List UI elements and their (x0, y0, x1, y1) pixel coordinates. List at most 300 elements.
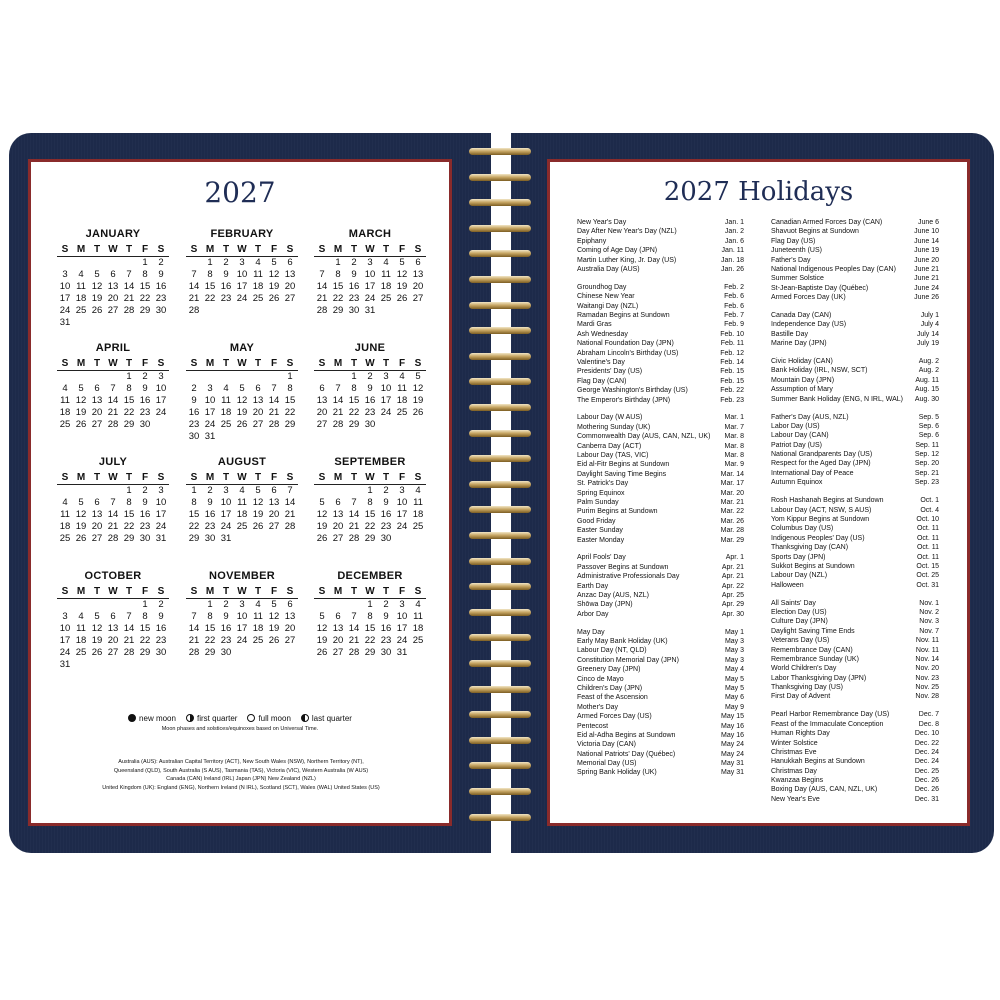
week-row (57, 509, 169, 521)
holiday-month-group (577, 283, 744, 405)
spiral-coil (469, 558, 531, 565)
holidays-title: 2027 Holidays (663, 177, 854, 207)
day-cell: 27 (252, 419, 264, 430)
holiday-date: Mar. 21 (720, 498, 744, 506)
day-cell: 10 (155, 497, 167, 508)
holiday-row (577, 396, 744, 405)
holiday-name: Culture Day (JPN) (771, 618, 828, 626)
day-cell: 24 (380, 407, 392, 418)
region-abbreviations (61, 758, 421, 792)
holiday-row (577, 507, 744, 516)
holiday-name: Labour Day (NT, QLD) (577, 647, 647, 655)
day-cell: 1 (287, 371, 293, 382)
holiday-date: Apr. 21 (721, 573, 744, 581)
day-cell: 28 (332, 419, 344, 430)
holiday-name: Good Friday (577, 517, 616, 525)
day-cell: 27 (284, 635, 296, 646)
day-cell: 21 (123, 293, 135, 304)
day-cell: 17 (236, 623, 248, 634)
holiday-name: Patriot Day (US) (771, 441, 822, 449)
holiday-name: Epiphany (577, 237, 607, 245)
weekday-label: W (108, 472, 118, 483)
day-cell: 22 (364, 521, 376, 532)
weekday-header (314, 357, 426, 371)
day-cell (314, 485, 330, 497)
day-cell: 30 (380, 533, 392, 544)
day-cell: 28 (284, 521, 296, 532)
holiday-row (771, 237, 939, 246)
weekday-label: S (157, 472, 165, 483)
holiday-row (577, 470, 744, 479)
day-cell (282, 647, 298, 659)
day-cell (314, 371, 330, 383)
holiday-name: Remembrance Day (CAN) (771, 646, 853, 654)
holiday-row (771, 506, 939, 515)
day-cell: 9 (207, 497, 213, 508)
day-cell (186, 371, 202, 383)
day-cell (89, 659, 105, 671)
weekday-label: T (350, 358, 358, 369)
day-cell: 2 (158, 257, 164, 268)
day-cell (218, 431, 234, 443)
holiday-name: Assumption of Mary (771, 386, 833, 394)
holiday-row (771, 617, 939, 626)
day-cell: 27 (316, 419, 328, 430)
holiday-name: Earth Day (577, 582, 609, 590)
day-cell: 25 (252, 293, 264, 304)
holiday-date: Aug. 30 (914, 395, 939, 403)
day-cell: 11 (413, 611, 423, 622)
day-cell: 27 (412, 293, 424, 304)
day-cell: 16 (188, 407, 200, 418)
day-cell: 19 (268, 623, 280, 634)
day-cell: 31 (364, 305, 376, 316)
day-cell: 14 (284, 497, 296, 508)
holiday-date: June 21 (914, 275, 939, 283)
holiday-row (771, 692, 939, 701)
holiday-date: May 16 (721, 731, 744, 739)
day-cell (202, 371, 218, 383)
holiday-row (771, 748, 939, 757)
day-cell (250, 305, 266, 317)
weekday-label: M (333, 244, 343, 255)
weekday-label: S (157, 244, 165, 255)
holiday-name: Marine Day (JPN) (771, 340, 827, 348)
day-cell: 2 (142, 371, 148, 382)
day-cell: 16 (155, 623, 167, 634)
day-cell (330, 371, 346, 383)
weekday-label: W (365, 472, 375, 483)
week-row (57, 599, 169, 611)
day-cell: 18 (412, 509, 424, 520)
spiral-coil (469, 686, 531, 693)
day-cell (153, 659, 169, 671)
holiday-row (577, 563, 744, 572)
week-row (314, 533, 426, 545)
day-cell: 18 (252, 623, 264, 634)
day-cell: 23 (348, 293, 360, 304)
day-cell (137, 659, 153, 671)
day-cell: 14 (107, 395, 119, 406)
day-cell: 1 (207, 599, 213, 610)
weekday-header (186, 357, 298, 371)
day-cell: 22 (332, 293, 344, 304)
week-row (186, 623, 298, 635)
day-cell: 14 (348, 623, 360, 634)
day-cell: 4 (78, 269, 84, 280)
day-cell: 3 (223, 485, 229, 496)
holiday-date: Feb. 7 (724, 312, 744, 320)
holiday-name: Daylight Saving Time Begins (577, 470, 667, 478)
holiday-row (771, 284, 939, 293)
holiday-name: Election Day (US) (771, 608, 827, 616)
weekday-label: T (382, 472, 390, 483)
spiral-coil (469, 506, 531, 513)
day-cell: 3 (367, 257, 373, 268)
legend-last-quarter: last quarter (301, 714, 352, 723)
holiday-date: Mar. 22 (720, 508, 744, 516)
day-cell: 26 (75, 419, 87, 430)
holiday-row (771, 376, 939, 385)
week-row (314, 257, 426, 269)
holiday-row (771, 515, 939, 524)
spiral-coil (469, 788, 531, 795)
holiday-name: Civic Holiday (CAN) (771, 358, 833, 366)
holiday-date: Jan. 1 (724, 219, 744, 226)
day-cell: 26 (252, 521, 264, 532)
day-cell: 19 (252, 509, 264, 520)
holiday-date: Oct. 11 (916, 525, 939, 533)
day-cell: 17 (396, 509, 408, 520)
weekday-label: F (270, 244, 278, 255)
holiday-name: Juneteenth (US) (771, 247, 822, 255)
weekday-label: F (141, 586, 149, 597)
day-cell: 11 (60, 509, 70, 520)
day-cell: 18 (236, 509, 248, 520)
day-cell: 24 (59, 647, 71, 658)
holiday-date: Feb. 6 (724, 302, 744, 310)
day-cell: 18 (75, 635, 87, 646)
day-cell: 6 (110, 269, 116, 280)
week-row (186, 485, 298, 497)
holiday-date: Dec. 25 (914, 767, 939, 775)
day-cell: 13 (91, 509, 103, 520)
day-cell: 21 (107, 521, 119, 532)
spiral-coil (469, 250, 531, 257)
day-cell: 23 (139, 407, 151, 418)
weekday-label: M (205, 358, 215, 369)
holiday-name: Shavuot Begins at Sundown (771, 228, 859, 236)
day-cell: 30 (155, 305, 167, 316)
holiday-row (771, 646, 939, 655)
day-cell: 11 (76, 281, 86, 292)
weekday-label: S (318, 358, 326, 369)
holiday-row (577, 610, 744, 619)
day-cell: 17 (220, 509, 232, 520)
weekday-label: S (286, 472, 294, 483)
weekday-label: T (125, 358, 133, 369)
day-cell (73, 599, 89, 611)
day-cell: 14 (316, 281, 328, 292)
month-name: AUGUST (217, 456, 267, 468)
holiday-row (577, 413, 744, 422)
day-cell: 6 (319, 383, 325, 394)
weekday-label: T (93, 586, 101, 597)
month-september (314, 456, 426, 545)
month-february (186, 228, 298, 317)
week-row (186, 431, 298, 443)
week-row (57, 305, 169, 317)
holiday-row (577, 646, 744, 655)
day-cell: 21 (332, 407, 344, 418)
day-cell (73, 257, 89, 269)
holiday-name: Sukkot Begins at Sundown (771, 562, 855, 570)
day-cell: 9 (158, 611, 164, 622)
spiral-coil (469, 737, 531, 744)
legend-new-moon: new moon (128, 714, 176, 723)
holiday-date: Dec. 8 (918, 720, 939, 728)
day-cell: 23 (380, 521, 392, 532)
holiday-name: Labour Day (W AUS) (577, 414, 643, 422)
day-cell: 24 (155, 521, 167, 532)
day-cell (314, 599, 330, 611)
day-cell: 20 (107, 635, 119, 646)
weekday-label: W (365, 358, 375, 369)
month-july (57, 456, 169, 545)
weekday-header (57, 471, 169, 485)
holiday-row (771, 395, 939, 404)
day-cell: 10 (204, 395, 216, 406)
holiday-date: May 3 (724, 656, 744, 664)
weekday-label: S (286, 358, 294, 369)
holiday-name: Arbor Day (577, 610, 609, 618)
holiday-month-group (577, 628, 744, 778)
holiday-month-group (577, 218, 744, 274)
day-cell: 15 (204, 281, 216, 292)
day-cell (394, 305, 410, 317)
holiday-date: Mar. 14 (720, 470, 744, 478)
holiday-month-group (771, 218, 939, 303)
week-row (186, 371, 298, 383)
day-cell: 7 (351, 497, 357, 508)
holiday-name: Spring Equinox (577, 489, 625, 497)
holiday-row (771, 293, 939, 302)
day-cell (57, 485, 73, 497)
weekday-label: M (333, 586, 343, 597)
day-cell: 2 (223, 599, 229, 610)
week-row (314, 521, 426, 533)
day-cell: 27 (91, 419, 103, 430)
holiday-row (771, 441, 939, 450)
holiday-date: Nov. 11 (915, 646, 939, 654)
holiday-date: May 24 (721, 750, 744, 758)
day-cell: 4 (415, 485, 421, 496)
weekday-label: T (350, 472, 358, 483)
day-cell: 16 (364, 395, 376, 406)
weekday-label: F (398, 472, 406, 483)
holiday-date: Sep. 5 (918, 413, 939, 421)
holiday-row (577, 302, 744, 311)
holiday-row (577, 432, 744, 441)
holiday-name: Yom Kippur Begins at Sundown (771, 515, 870, 523)
holiday-date: Oct. 11 (916, 544, 939, 552)
abbreviation-line: Canada (CAN) Ireland (IRL) Japan (JPN) New Zealand (NZL) (166, 776, 316, 782)
holiday-date: Nov. 14 (915, 655, 939, 663)
week-row (314, 635, 426, 647)
holiday-date: Sep. 11 (915, 441, 939, 449)
holiday-date: Apr. 29 (721, 601, 744, 609)
holiday-row (577, 759, 744, 768)
day-cell: 20 (284, 281, 296, 292)
day-cell: 20 (316, 407, 328, 418)
day-cell: 31 (59, 659, 71, 670)
holiday-name: Commonwealth Day (AUS, CAN, NZL, UK) (577, 433, 711, 441)
month-name: JULY (98, 456, 128, 468)
day-cell: 1 (191, 485, 197, 496)
weekday-label: T (125, 244, 133, 255)
holiday-row (771, 710, 939, 719)
holiday-name: Summer Bank Holiday (ENG, N IRL, WAL) (771, 395, 903, 403)
holiday-row (771, 720, 939, 729)
day-cell: 25 (220, 419, 232, 430)
holiday-date: Mar. 17 (720, 480, 744, 488)
day-cell: 25 (252, 635, 264, 646)
week-row (186, 419, 298, 431)
holiday-name: Autumn Equinox (771, 479, 823, 487)
day-cell (137, 317, 153, 329)
month-march (314, 228, 426, 317)
holiday-name: May Day (577, 628, 605, 636)
day-cell: 12 (252, 497, 264, 508)
day-cell (410, 647, 426, 659)
weekday-label: M (76, 472, 86, 483)
holiday-row (771, 757, 939, 766)
day-cell: 25 (75, 305, 87, 316)
holiday-row (771, 366, 939, 375)
holiday-row (577, 675, 744, 684)
holiday-name: New Year's Day (577, 219, 627, 226)
holiday-date: Sep. 21 (914, 469, 939, 477)
weekday-label: S (286, 586, 294, 597)
spiral-coil (469, 583, 531, 590)
day-cell: 11 (221, 395, 231, 406)
day-cell: 25 (380, 293, 392, 304)
day-cell: 7 (271, 383, 277, 394)
week-row (57, 281, 169, 293)
holiday-row (771, 627, 939, 636)
day-cell: 4 (383, 257, 389, 268)
holiday-date: Apr. 25 (721, 591, 744, 599)
day-cell: 4 (62, 383, 68, 394)
holiday-column (577, 218, 744, 786)
holiday-row (771, 422, 939, 431)
holiday-row (577, 703, 744, 712)
day-cell: 6 (110, 611, 116, 622)
holiday-date: Aug. 2 (918, 358, 939, 366)
spiral-coil (469, 532, 531, 539)
holiday-date: Dec. 26 (914, 777, 939, 785)
day-cell: 16 (155, 281, 167, 292)
day-cell: 9 (351, 269, 357, 280)
day-cell: 7 (110, 497, 116, 508)
holiday-name: Remembrance Sunday (UK) (771, 655, 859, 663)
day-cell: 2 (383, 599, 389, 610)
holiday-name: Anzac Day (AUS, NZL) (577, 591, 649, 599)
week-row (314, 371, 426, 383)
holiday-name: Abraham Lincoln's Birthday (US) (577, 349, 679, 357)
holiday-name: World Children's Day (771, 665, 837, 673)
holiday-date: Mar. 8 (724, 433, 744, 441)
holiday-row (577, 367, 744, 376)
holiday-name: Father's Day (AUS, NZL) (771, 413, 849, 421)
day-cell: 19 (91, 635, 103, 646)
week-row (57, 497, 169, 509)
day-cell: 12 (236, 395, 248, 406)
week-row (57, 407, 169, 419)
day-cell: 8 (126, 383, 132, 394)
day-cell (73, 371, 89, 383)
holiday-date: Oct. 4 (920, 506, 939, 514)
holiday-name: Labour Day (NZL) (771, 572, 828, 580)
day-cell: 30 (155, 647, 167, 658)
day-cell: 9 (223, 269, 229, 280)
day-cell: 21 (188, 293, 200, 304)
weekday-label: F (398, 358, 406, 369)
day-cell: 16 (139, 395, 151, 406)
holiday-row (771, 767, 939, 776)
day-cell: 16 (348, 281, 360, 292)
week-row (314, 305, 426, 317)
day-cell: 1 (335, 257, 341, 268)
day-cell: 12 (75, 395, 87, 406)
holiday-name: Presidents' Day (US) (577, 368, 643, 376)
day-cell: 8 (207, 269, 213, 280)
day-cell: 7 (351, 611, 357, 622)
day-cell (153, 419, 169, 431)
weekday-header (186, 471, 298, 485)
last-quarter-moon-icon (301, 714, 309, 722)
holiday-date: Sep. 12 (914, 451, 939, 459)
day-cell: 18 (220, 407, 232, 418)
day-cell: 29 (348, 419, 360, 430)
spiral-coil (469, 481, 531, 488)
holiday-date: June 21 (914, 265, 939, 273)
day-cell: 8 (367, 611, 373, 622)
weekday-label: S (157, 586, 165, 597)
week-row (186, 521, 298, 533)
week-row (186, 635, 298, 647)
week-row (314, 281, 426, 293)
day-cell: 23 (380, 635, 392, 646)
day-cell: 22 (123, 521, 135, 532)
day-cell: 15 (123, 509, 135, 520)
weekday-label: M (76, 586, 86, 597)
day-cell: 24 (59, 305, 71, 316)
holiday-month-group (771, 413, 939, 488)
day-cell: 12 (396, 269, 408, 280)
spiral-coil (469, 174, 531, 181)
day-cell: 10 (155, 383, 167, 394)
holiday-date: Dec. 24 (914, 748, 939, 756)
holiday-row (771, 785, 939, 794)
holiday-name: Halloween (771, 581, 804, 589)
holiday-row (771, 330, 939, 339)
holiday-name: Mountain Day (JPN) (771, 376, 835, 384)
holiday-row (577, 750, 744, 759)
weekday-label: F (270, 586, 278, 597)
holiday-name: National Indigenous Peoples Day (CAN) (771, 265, 896, 273)
spiral-coil (469, 199, 531, 206)
